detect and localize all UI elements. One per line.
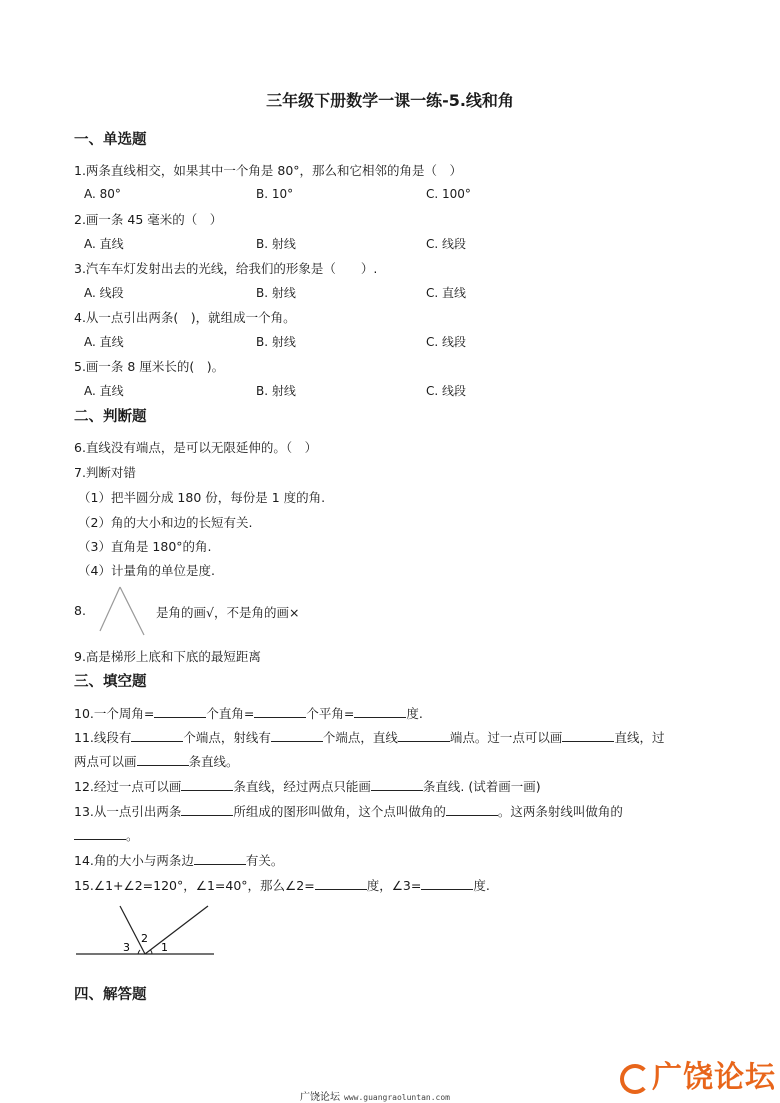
question-11: 11.线段有 个端点，射线有 个端点，直线 端点。过一点可以画 直线，过 <box>74 730 665 745</box>
blank <box>254 705 306 718</box>
blank <box>181 803 233 816</box>
q2-option-b: B. 射线 <box>256 237 296 251</box>
q2-option-c: C. 线段 <box>426 237 467 251</box>
question-2: 2.画一条 45 毫米的（ ） <box>74 212 223 227</box>
question-13-line-2: 。 <box>74 826 139 844</box>
angle-label-1: 1 <box>161 941 168 954</box>
question-13: 13.从一点引出两条 所组成的图形叫做角，这个点叫做角的 。这两条射线叫做角的 <box>74 804 623 819</box>
forum-logo <box>620 1052 776 1096</box>
logo-text: 广饶论坛 <box>652 1060 776 1095</box>
blank <box>74 827 126 840</box>
q4-option-c: C. 线段 <box>426 335 467 349</box>
question-15: 15.∠1+∠2=120°，∠1=40°，那么∠2= 度，∠3= 度. <box>74 878 490 893</box>
angle-label-3: 3 <box>123 941 130 954</box>
question-7-item-3: （3）直角是 180°的角. <box>78 539 212 554</box>
blank <box>137 753 189 766</box>
page-footer <box>300 1088 450 1103</box>
section-heading-true-false: 二、判断题 <box>74 409 147 425</box>
question-15-angle-figure <box>70 900 220 962</box>
section-heading-single-choice: 一、单选题 <box>74 132 147 148</box>
question-7-item-2: （2）角的大小和边的长短有关. <box>78 515 253 530</box>
blank <box>354 705 406 718</box>
q4-option-b: B. 射线 <box>256 335 296 349</box>
question-8-figure <box>96 583 152 641</box>
question-10: 10.一个周角= 个直角= 个平角= 度. <box>74 706 423 721</box>
question-11-line-2: 两点可以画 条直线。 <box>74 754 239 769</box>
section-heading-fill-blank: 三、填空题 <box>74 674 147 690</box>
q3-option-b: B. 射线 <box>256 286 296 300</box>
question-9: 9.高是梯形上底和下底的最短距离 <box>74 649 261 664</box>
question-12: 12.经过一点可以画 条直线，经过两点只能画 条直线. (试着画一画) <box>74 779 541 794</box>
logo-mark-icon <box>620 1064 650 1094</box>
question-8: 是角的画√，不是角的画× <box>156 605 300 620</box>
question-1: 1.两条直线相交，如果其中一个角是 80°，那么和它相邻的角是（ ） <box>74 163 463 178</box>
blank <box>421 877 473 890</box>
question-7-item-4: （4）计量角的单位是度. <box>78 563 215 578</box>
question-8-number: 8. <box>74 603 86 618</box>
section-heading-solve: 四、解答题 <box>74 987 147 1003</box>
q4-option-a: A. 直线 <box>84 335 124 349</box>
question-3: 3.汽车车灯发射出去的光线，给我们的形象是（ ）. <box>74 261 378 276</box>
blank <box>194 852 246 865</box>
blank <box>131 729 183 742</box>
q3-option-a: A. 线段 <box>84 286 124 300</box>
q2-option-a: A. 直线 <box>84 237 124 251</box>
blank <box>315 877 367 890</box>
question-14: 14.角的大小与两条边 有关。 <box>74 853 284 868</box>
q5-option-a: A. 直线 <box>84 384 124 398</box>
q5-option-b: B. 射线 <box>256 384 296 398</box>
blank <box>446 803 498 816</box>
blank <box>154 705 206 718</box>
blank <box>181 778 233 791</box>
question-4: 4.从一点引出两条( )，就组成一个角。 <box>74 310 296 325</box>
blank <box>562 729 614 742</box>
blank <box>371 778 423 791</box>
question-5: 5.画一条 8 厘米长的( )。 <box>74 359 225 374</box>
question-6: 6.直线没有端点，是可以无限延伸的。（ ） <box>74 440 318 455</box>
angle-label-2: 2 <box>141 932 148 945</box>
q1-option-b: B. 10° <box>256 187 294 201</box>
footer-site-name: 广饶论坛 <box>300 1092 340 1103</box>
q1-option-c: C. 100° <box>426 187 471 201</box>
blank <box>398 729 450 742</box>
q3-option-c: C. 直线 <box>426 286 467 300</box>
question-7: 7.判断对错 <box>74 465 136 480</box>
q5-option-c: C. 线段 <box>426 384 467 398</box>
question-7-item-1: （1）把半圆分成 180 份，每份是 1 度的角. <box>78 490 326 505</box>
q1-option-a: A. 80° <box>84 187 121 201</box>
footer-url: www.guangraoluntan.com <box>344 1093 450 1102</box>
page-title: 三年级下册数学一课一练-5.线和角 <box>266 91 514 110</box>
blank <box>271 729 323 742</box>
